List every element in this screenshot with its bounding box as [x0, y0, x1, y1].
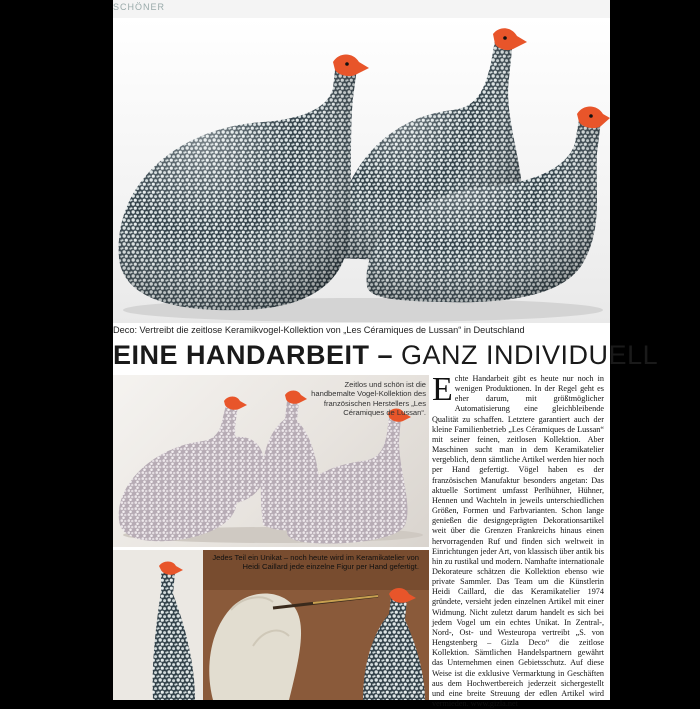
section-mark: SCHÖNER — [113, 2, 166, 12]
guinea-fowl-figurines-illustration — [113, 18, 610, 323]
hand-painting-photo — [113, 550, 429, 700]
pale-fowl-2 — [161, 437, 265, 506]
hero-photo — [113, 18, 610, 323]
drop-cap: E — [432, 371, 453, 408]
headline-bold: EINE HANDARBEIT – — [113, 340, 394, 370]
bottom-caption: Jedes Teil ein Unikat – noch heute wird im Keramikatelier von Heidi Caillard jede einzelne Figur per Hand gefertigt. — [212, 553, 419, 572]
headline-light: GANZ INDIVIDUELL — [401, 340, 659, 370]
headline — [113, 340, 659, 371]
hand-painting-illustration — [113, 550, 429, 700]
article-text — [432, 371, 604, 709]
magazine-page — [113, 0, 659, 708]
hero-caption: Deco: Vertreibt die zeitlose Keramikvogel-Kollektion von „Les Céramiques de Lussan“ in Deutschland — [113, 325, 525, 335]
middle-caption: Zeitlos und schön ist die handbemalte Vogel-Kollektion des französischen Herstellers „Les Céramiques de Lussan“. — [311, 380, 426, 418]
guinea-fowl-left — [119, 55, 369, 311]
article-body: chte Handarbeit gibt es heute nur noch in wenigen Produktionen. In der Regel geht es eher darum, mit größtmöglicher Automatisierung eine gleichbleibende Qualität zu schaffen. Letztere garantiert auch der kleine Familienbetrieb „Les Céramiques de Lussan“ mit seiner feinen, zeitlosen Kollektion. Aber Maschinen sucht man in dem Keramikatelier vergeblich, denn sämtliche Artikel werden hier noch per Hand gefertigt. Vögel haben es der französischen Manufaktur besonders angetan: Das aktuelle Sortiment umfasst Perlhühner, Hühner, Hennen und Wachteln in jeweils unterschiedlichen Größen, Formen und Farbvarianten. Schon lange genießen die designgeprägten Dekorationsartikel weit über die Grenzen Frankreichs hinaus einen hervorragenden Ruf und finden sich weltweit in Einrichtungen jeder Art, von klassisch über antik bis hin zu rustikal und modern. Namhafte internationale Dekorateure schätzen die Kollektion ebenso wie private Sammler. Das Team um die Künstlerin Heidi Caillard, die das Keramikatelier 1974 gründete, versieht jeden einzelnen Artikel mit einer Widmung. Nicht zuletzt darum handelt es sich bei jedem Vogel um ein echtes Unikat. In Zentral-, Nord-, Ost- und Westeuropa vertreibt „S. von Hengstenberg – Gizla Deco“ die zeitlose Kollektion. Sämtlichen Handelspartnern gewährt das Unternehmen einen Gebietsschutz. Auf diese Weise ist die exklusive Vermarktung in Geschäften aus dem Hochwertbereich jederzeit sichergestellt und eine breite Streuung der edlen Artikel wird vermieden. — [432, 374, 604, 708]
top-strip — [113, 0, 610, 18]
website-link[interactable]: www.gizla.net — [470, 699, 518, 708]
